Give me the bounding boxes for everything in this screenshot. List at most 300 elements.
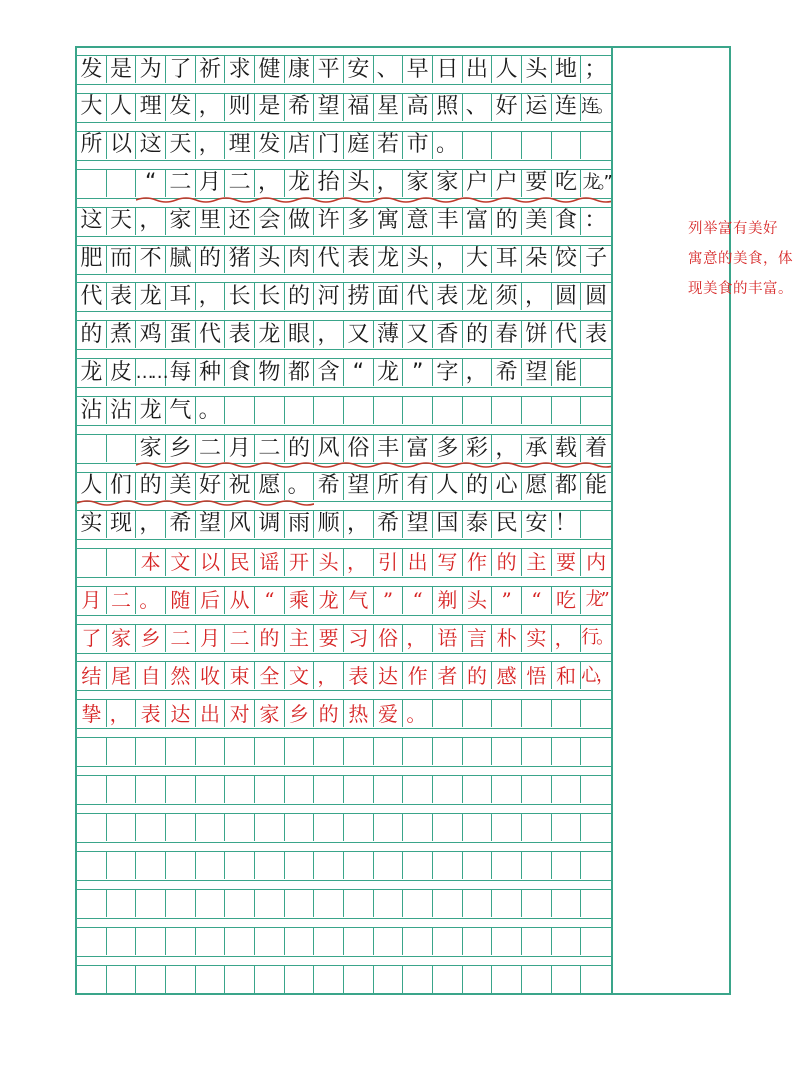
grid-cell	[107, 928, 137, 955]
grid-cell	[522, 928, 552, 955]
grid-cell: 从	[225, 587, 255, 614]
grid-cell: ，	[107, 700, 137, 727]
grid-cell: 气	[166, 397, 196, 424]
grid-cell: 头	[522, 56, 552, 83]
grid-cell: 朵	[522, 246, 552, 273]
grid-cell	[166, 966, 196, 993]
grid-row	[77, 207, 611, 237]
grid-cell	[107, 776, 137, 803]
grid-cell	[522, 738, 552, 765]
grid-cell: 了	[166, 56, 196, 83]
grid-cell	[374, 966, 404, 993]
grid-cell	[166, 852, 196, 879]
grid-cell: 好	[492, 94, 522, 121]
grid-cell: 富	[403, 435, 433, 462]
grid-cell: 皮	[107, 359, 137, 386]
grid-cell: 感	[492, 662, 522, 689]
grid-cell: 大	[77, 94, 107, 121]
grid-cell: 运	[522, 94, 552, 121]
grid-cell	[374, 738, 404, 765]
grid-row	[77, 396, 611, 426]
grid-cell: 引	[374, 549, 404, 576]
grid-cell: 龙。”	[582, 172, 610, 194]
grid-cell: 平	[314, 56, 344, 83]
grid-cell: 心	[492, 473, 522, 500]
grid-cell: 发	[166, 94, 196, 121]
grid-cell	[255, 776, 285, 803]
grid-cell: 头	[344, 170, 374, 197]
grid-cell: 二	[225, 625, 255, 652]
grid-cell	[107, 890, 137, 917]
grid-cell	[77, 890, 107, 917]
grid-cell	[581, 776, 611, 803]
grid-cell: ，	[314, 662, 344, 689]
grid-cell: 户	[492, 170, 522, 197]
grid-cell	[344, 738, 374, 765]
grid-cell: 愿	[255, 473, 285, 500]
grid-cell: 头	[255, 246, 285, 273]
grid-cell	[433, 852, 463, 879]
grid-cell	[107, 738, 137, 765]
grid-cell: 表	[107, 283, 137, 310]
grid-cell	[522, 776, 552, 803]
grid-cell: 现	[107, 511, 137, 538]
grid-cell	[463, 776, 493, 803]
grid-cell	[107, 966, 137, 993]
grid-cell: 着	[585, 435, 608, 461]
grid-cell: 人	[107, 94, 137, 121]
grid-cell: 随	[166, 587, 196, 614]
grid-cell: 热	[344, 700, 374, 727]
grid-cell: ；	[584, 56, 607, 82]
writing-grid	[77, 48, 613, 993]
grid-cell: ……	[136, 359, 166, 386]
grid-cell: 户	[463, 170, 493, 197]
grid-cell: 腻	[166, 246, 196, 273]
grid-cell: 希	[314, 473, 344, 500]
grid-cell: 月	[77, 587, 107, 614]
grid-cell	[196, 814, 226, 841]
grid-cell: 行。	[581, 627, 612, 648]
grid-cell: 龙	[374, 246, 404, 273]
grid-cell: 。	[136, 587, 166, 614]
grid-cell: 意	[403, 208, 433, 235]
grid-cell: 达	[166, 700, 196, 727]
grid-cell: 发	[77, 56, 107, 83]
grid-cell: 祈	[196, 56, 226, 83]
grid-cell	[344, 966, 374, 993]
grid-cell: 还	[225, 208, 255, 235]
grid-cell: 自	[136, 662, 166, 689]
grid-cell	[552, 397, 582, 424]
grid-cell: 语	[433, 625, 463, 652]
grid-cell: 做	[285, 208, 315, 235]
grid-cell: 国	[433, 511, 463, 538]
grid-cell: 含	[314, 359, 344, 386]
grid-cell: 顺	[314, 511, 344, 538]
grid-cell: 二	[166, 625, 196, 652]
grid-cell: 希	[166, 511, 196, 538]
grid-cell	[285, 776, 315, 803]
grid-cell	[433, 928, 463, 955]
grid-cell: ，	[196, 283, 226, 310]
grid-cell	[314, 852, 344, 879]
grid-cell: 俗	[344, 435, 374, 462]
grid-cell	[136, 814, 166, 841]
grid-cell	[77, 928, 107, 955]
grid-cell: 每	[166, 359, 196, 386]
grid-cell: 大	[463, 246, 493, 273]
grid-cell: 若	[374, 132, 404, 159]
grid-cell: 门	[314, 132, 344, 159]
grid-cell: 民	[492, 511, 522, 538]
grid-cell: 圆	[552, 283, 582, 310]
grid-cell: 希	[285, 94, 315, 121]
grid-cell: 束	[225, 662, 255, 689]
grid-cell	[285, 738, 315, 765]
grid-cell	[552, 966, 582, 993]
grid-cell: 的	[463, 321, 493, 348]
grid-cell: 好	[196, 473, 226, 500]
grid-cell: ，	[314, 321, 344, 348]
grid-cell	[344, 852, 374, 879]
grid-cell: 风	[225, 511, 255, 538]
grid-cell: 有	[403, 473, 433, 500]
grid-cell: 二	[166, 170, 196, 197]
grid-cell: ，	[196, 132, 226, 159]
grid-cell	[581, 738, 611, 765]
grid-cell: 庭	[344, 132, 374, 159]
grid-cell: ”	[403, 359, 433, 386]
grid-cell: 月	[196, 625, 226, 652]
grid-cell: 望	[344, 473, 374, 500]
grid-cell: 的	[285, 283, 315, 310]
grid-cell	[492, 738, 522, 765]
grid-row	[77, 851, 611, 881]
grid-cell: 希	[374, 511, 404, 538]
grid-cell: 这	[136, 132, 166, 159]
grid-cell: 龙	[136, 397, 166, 424]
grid-cell: 。	[433, 132, 463, 159]
grid-cell	[492, 928, 522, 955]
grid-row	[77, 320, 611, 350]
grid-cell: 出	[196, 700, 226, 727]
grid-cell	[77, 549, 107, 576]
grid-cell: 求	[225, 56, 255, 83]
grid-row	[77, 889, 611, 919]
grid-cell: 为	[136, 56, 166, 83]
grid-cell	[255, 890, 285, 917]
grid-cell	[255, 966, 285, 993]
grid-cell: 二	[107, 587, 137, 614]
grid-row	[77, 813, 611, 843]
grid-cell	[492, 852, 522, 879]
grid-cell: 许	[314, 208, 344, 235]
grid-cell: 全	[255, 662, 285, 689]
grid-cell: 是	[255, 94, 285, 121]
grid-cell: 言	[463, 625, 493, 652]
grid-cell: 理	[225, 132, 255, 159]
grid-cell: 家	[433, 170, 463, 197]
grid-cell	[492, 776, 522, 803]
grid-cell	[314, 776, 344, 803]
grid-cell	[285, 814, 315, 841]
grid-cell: 以	[107, 132, 137, 159]
grid-row	[77, 282, 611, 312]
grid-cell: 人	[77, 473, 107, 500]
grid-cell: “	[136, 170, 166, 197]
grid-cell: 龙	[463, 283, 493, 310]
grid-cell	[552, 890, 582, 917]
grid-cell	[463, 814, 493, 841]
grid-cell: 后	[196, 587, 226, 614]
grid-cell	[166, 814, 196, 841]
grid-cell: ，	[136, 208, 166, 235]
grid-cell: 悟	[522, 662, 552, 689]
grid-cell: 载	[552, 435, 582, 462]
grid-cell	[581, 397, 611, 424]
grid-cell: 多	[344, 208, 374, 235]
grid-cell: 安	[522, 511, 552, 538]
grid-cell	[581, 966, 611, 993]
grid-cell: 河	[314, 283, 344, 310]
grid-cell: 又	[344, 321, 374, 348]
grid-cell	[403, 738, 433, 765]
grid-row	[77, 55, 611, 85]
grid-row	[77, 169, 611, 199]
grid-cell	[522, 890, 552, 917]
grid-cell	[403, 928, 433, 955]
grid-cell: 龙	[77, 359, 107, 386]
grid-cell: 龙	[255, 321, 285, 348]
grid-cell	[463, 966, 493, 993]
grid-cell: 的	[463, 473, 493, 500]
grid-cell	[196, 852, 226, 879]
grid-cell: 耳	[166, 283, 196, 310]
grid-cell: 二	[255, 435, 285, 462]
grid-row	[77, 472, 611, 502]
grid-cell: 对	[225, 700, 255, 727]
grid-cell: 人	[433, 473, 463, 500]
grid-cell	[166, 890, 196, 917]
grid-cell: 能	[552, 359, 582, 386]
grid-cell	[77, 814, 107, 841]
grid-cell: ”	[492, 587, 522, 614]
grid-cell: 多	[433, 435, 463, 462]
grid-row	[77, 586, 611, 616]
grid-cell: 望	[522, 359, 552, 386]
grid-cell: 须	[492, 283, 522, 310]
grid-cell: 龙	[374, 359, 404, 386]
grid-cell: ！	[552, 511, 582, 538]
margin-comment-line: 列举富有美好	[688, 221, 778, 237]
grid-cell: 乡	[285, 700, 315, 727]
grid-cell: 则	[225, 94, 255, 121]
grid-cell: 气	[344, 587, 374, 614]
grid-cell: 写	[433, 549, 463, 576]
grid-cell	[581, 511, 611, 538]
grid-cell: ，	[374, 170, 404, 197]
grid-cell: 眼	[285, 321, 315, 348]
grid-cell	[225, 966, 255, 993]
grid-cell	[77, 852, 107, 879]
grid-cell	[136, 852, 166, 879]
grid-cell: 子	[585, 246, 608, 271]
grid-cell: 天	[107, 208, 137, 235]
grid-cell: 面	[374, 283, 404, 310]
grid-cell: 代	[196, 321, 226, 348]
grid-cell: 代	[314, 246, 344, 273]
grid-cell	[255, 397, 285, 424]
grid-cell: “	[403, 587, 433, 614]
grid-cell	[314, 890, 344, 917]
grid-cell: 里	[196, 208, 226, 235]
grid-cell	[403, 776, 433, 803]
grid-cell: 美	[522, 208, 552, 235]
grid-cell	[196, 928, 226, 955]
grid-cell: 作	[403, 662, 433, 689]
grid-cell	[136, 776, 166, 803]
grid-cell: 福	[344, 94, 374, 121]
grid-cell: 头	[314, 549, 344, 576]
grid-row	[77, 434, 611, 464]
grid-row	[77, 245, 611, 275]
grid-cell: 春	[492, 321, 522, 348]
grid-cell: 都	[552, 473, 582, 500]
margin-comment	[688, 214, 800, 304]
grid-cell: 乘	[285, 587, 315, 614]
grid-cell: 都	[285, 359, 315, 386]
grid-cell	[344, 928, 374, 955]
grid-cell	[374, 852, 404, 879]
grid-cell: 主	[285, 625, 315, 652]
grid-cell: 乡	[166, 435, 196, 462]
grid-cell	[374, 890, 404, 917]
grid-cell: 日	[433, 56, 463, 83]
grid-cell	[107, 549, 137, 576]
grid-cell: 月	[196, 170, 226, 197]
grid-cell: 达	[374, 662, 404, 689]
grid-cell: 代	[403, 283, 433, 310]
grid-cell: 蛋	[166, 321, 196, 348]
grid-cell	[107, 852, 137, 879]
grid-cell	[374, 814, 404, 841]
grid-cell	[522, 700, 552, 727]
grid-cell: 出	[463, 56, 493, 83]
grid-cell: 了	[77, 625, 107, 652]
grid-row	[77, 510, 611, 540]
grid-cell: 早	[403, 56, 433, 83]
grid-cell	[374, 397, 404, 424]
grid-cell	[196, 776, 226, 803]
grid-cell: ：	[584, 208, 607, 234]
grid-cell: 长	[255, 283, 285, 310]
grid-cell: 饼	[522, 321, 552, 348]
grid-cell: 食	[552, 208, 582, 235]
grid-cell	[225, 738, 255, 765]
grid-cell	[522, 132, 552, 159]
grid-cell: 高	[403, 94, 433, 121]
grid-cell: 不	[136, 246, 166, 273]
grid-cell	[581, 890, 611, 917]
grid-cell: 。	[403, 700, 433, 727]
grid-cell: 富	[463, 208, 493, 235]
grid-row	[77, 737, 611, 767]
grid-cell	[77, 738, 107, 765]
grid-cell: 雨	[285, 511, 315, 538]
grid-cell: 龙	[285, 170, 315, 197]
grid-cell: 。	[196, 397, 226, 424]
grid-cell: 市	[403, 132, 433, 159]
grid-cell: 表	[344, 662, 374, 689]
grid-cell	[522, 852, 552, 879]
grid-cell: 的	[314, 700, 344, 727]
grid-cell: ，	[196, 94, 226, 121]
grid-cell: 长	[225, 283, 255, 310]
grid-cell	[433, 814, 463, 841]
grid-cell: 实	[522, 625, 552, 652]
grid-cell: 朴	[492, 625, 522, 652]
grid-cell: 理	[136, 94, 166, 121]
grid-row	[77, 699, 611, 729]
grid-cell: ，	[433, 246, 463, 273]
grid-cell	[136, 928, 166, 955]
grid-cell: 耳	[492, 246, 522, 273]
grid-cell	[463, 852, 493, 879]
grid-cell: “	[344, 359, 374, 386]
grid-cell: 泰	[463, 511, 493, 538]
grid-cell	[344, 890, 374, 917]
composition-sheet	[75, 46, 793, 995]
grid-cell	[196, 966, 226, 993]
grid-cell	[285, 397, 315, 424]
grid-cell: 家	[403, 170, 433, 197]
grid-cell	[107, 435, 137, 462]
grid-cell: 月	[225, 435, 255, 462]
grid-cell	[433, 397, 463, 424]
grid-cell: 连。	[581, 96, 612, 118]
grid-cell	[403, 890, 433, 917]
grid-cell: 俗	[374, 625, 404, 652]
grid-cell: 作	[463, 549, 493, 576]
grid-cell: 吃	[552, 170, 582, 197]
grid-cell: 饺	[552, 246, 582, 273]
grid-cell: 收	[196, 662, 226, 689]
grid-cell: 的	[492, 208, 522, 235]
grid-cell	[492, 966, 522, 993]
grid-cell: 家	[255, 700, 285, 727]
grid-cell: 文	[166, 549, 196, 576]
grid-cell	[344, 814, 374, 841]
grid-cell: 物	[255, 359, 285, 386]
grid-cell	[255, 928, 285, 955]
grid-cell: 照	[433, 94, 463, 121]
grid-cell	[552, 928, 582, 955]
grid-cell	[255, 814, 285, 841]
grid-cell: 的	[492, 549, 522, 576]
grid-row	[77, 131, 611, 161]
grid-cell	[285, 890, 315, 917]
grid-cell: 愿	[522, 473, 552, 500]
grid-cell	[255, 738, 285, 765]
grid-cell: ，	[492, 435, 522, 462]
grid-cell: ，	[552, 625, 582, 652]
grid-cell: 要	[314, 625, 344, 652]
grid-cell: “	[255, 587, 285, 614]
grid-cell	[225, 397, 255, 424]
grid-cell	[196, 890, 226, 917]
grid-cell	[374, 776, 404, 803]
